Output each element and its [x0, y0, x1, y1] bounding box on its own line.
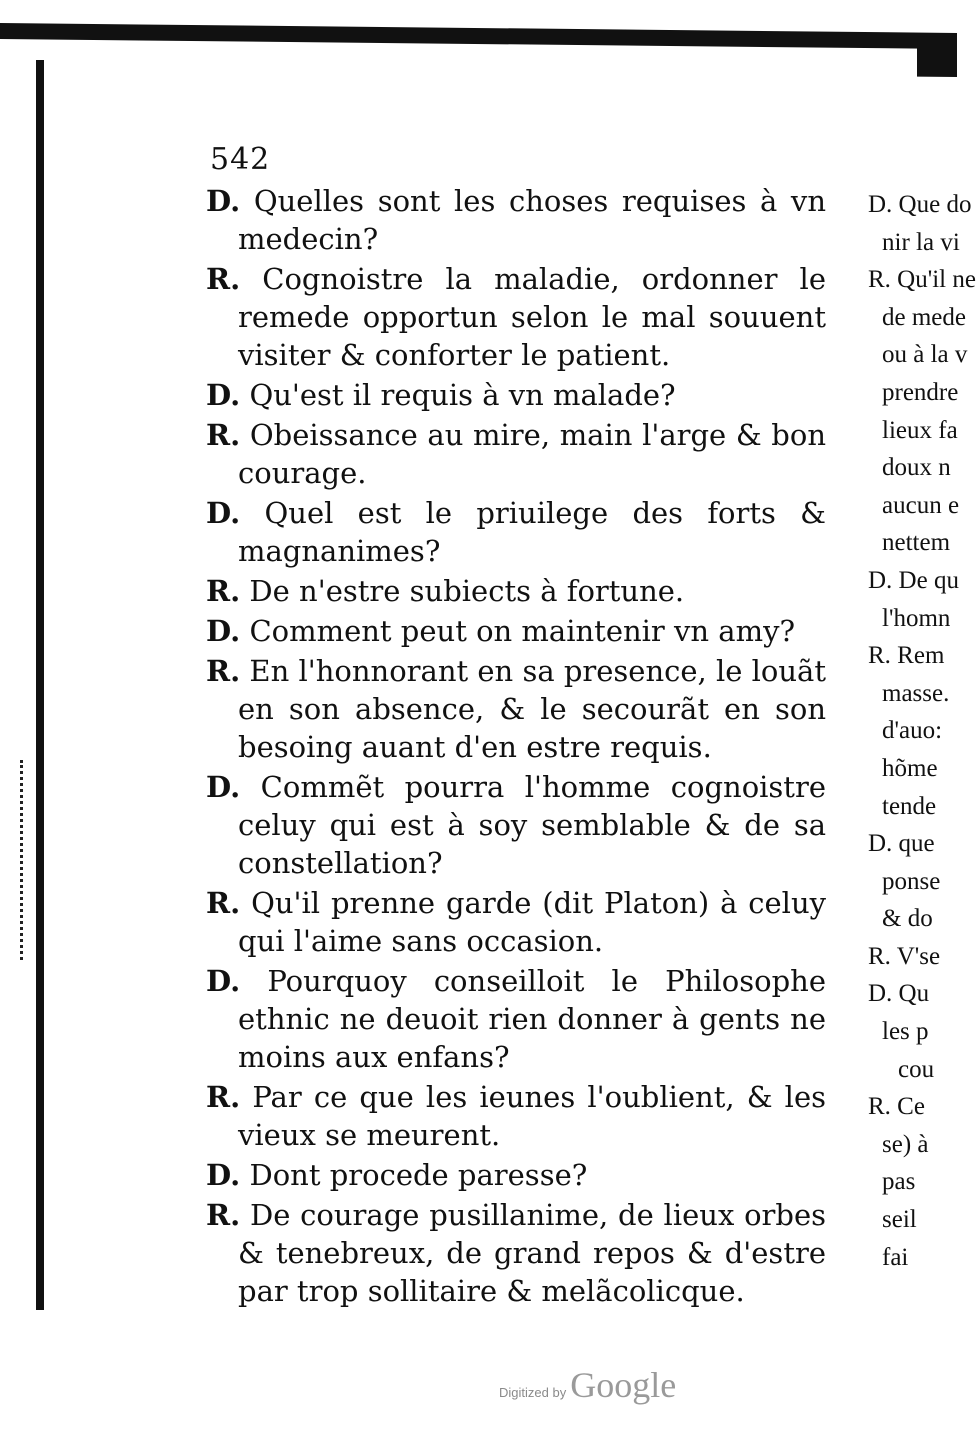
- side-line: nir la vi: [882, 228, 960, 256]
- side-line: nettem: [882, 529, 951, 557]
- side-line: pas: [882, 1168, 916, 1196]
- entry-text: En l'honnorant en sa presence, le louãt en son absence, & le secourãt en son besoing auant d'en estre requis.: [238, 654, 826, 764]
- dialogue-entry: [206, 1078, 826, 1154]
- digitization-credit: [499, 1364, 676, 1406]
- side-line: cou: [898, 1055, 935, 1083]
- dialogue-entry: [206, 612, 826, 650]
- side-line: doux n: [882, 454, 951, 482]
- side-line: ponse: [882, 867, 941, 895]
- entry-text: Obeissance au mire, main l'arge & bon courage.: [238, 418, 827, 490]
- main-text-column: [206, 182, 826, 1342]
- entry-marker: R.: [206, 418, 241, 452]
- entry-marker: D.: [206, 614, 241, 648]
- entry-text: Commẽt pourra l'homme cognoistre celuy qui est à soy semblable & de sa constellation?: [238, 770, 826, 880]
- side-line: D. que: [868, 830, 935, 858]
- side-line: masse.: [882, 679, 950, 707]
- dialogue-entry: [206, 652, 826, 766]
- side-line: D. De qu: [868, 566, 959, 594]
- entry-marker: D.: [206, 1158, 241, 1192]
- page-binding-edge: [36, 60, 44, 1310]
- side-line: seil: [882, 1206, 917, 1234]
- entry-text: De courage pusillanime, de lieux orbes & tenebreux, de grand repos & d'estre par trop sollitaire & melãcolicque.: [238, 1198, 827, 1308]
- entry-text: Par ce que les ieunes l'oublient, & les vieux se meurent.: [238, 1080, 826, 1152]
- entry-text: Qu'il prenne garde (dit Platon) à celuy qui l'aime sans occasion.: [238, 886, 827, 958]
- dialogue-entry: [206, 768, 826, 882]
- side-line: de mede: [882, 303, 966, 331]
- adjacent-page-column: [868, 186, 976, 1346]
- side-line: tende: [882, 792, 937, 820]
- side-line: fai: [882, 1243, 909, 1271]
- side-line: D. Qu: [868, 980, 930, 1008]
- entry-marker: R.: [206, 1198, 241, 1232]
- side-line: prendre: [882, 378, 959, 406]
- side-line: R. Ce: [868, 1093, 925, 1121]
- side-line: R. Rem: [868, 642, 945, 670]
- entry-marker: D.: [206, 964, 241, 998]
- side-line: ou à la v: [882, 341, 968, 369]
- dialogue-entry: [206, 376, 826, 414]
- dialogue-entry: [206, 1196, 826, 1310]
- entry-marker: D.: [206, 770, 241, 804]
- entry-marker: D.: [206, 496, 241, 530]
- google-logo: Google: [570, 1365, 677, 1405]
- entry-marker: R.: [206, 262, 241, 296]
- side-line: lieux fa: [882, 416, 958, 444]
- entry-marker: D.: [206, 378, 241, 412]
- side-line: R. Qu'il ne: [868, 266, 976, 294]
- entry-marker: R.: [206, 654, 241, 688]
- entry-text: Quel est le priuilege des forts & magnanimes?: [238, 496, 826, 568]
- dialogue-entry: [206, 572, 826, 610]
- dialogue-entry: [206, 962, 826, 1076]
- entry-text: Dont procede paresse?: [249, 1158, 588, 1192]
- page-number: 542: [210, 142, 271, 177]
- dialogue-entry: [206, 1156, 826, 1194]
- side-line: les p: [882, 1018, 929, 1046]
- side-line: se) à: [882, 1130, 929, 1158]
- entry-text: Qu'est il requis à vn malade?: [249, 378, 676, 412]
- entry-marker: R.: [206, 1080, 241, 1114]
- entry-text: Pourquoy conseilloit le Philosophe ethnic ne deuoit rien donner à gents ne moins aux enfans?: [238, 964, 827, 1074]
- page-top-edge: [0, 23, 957, 49]
- credit-prefix: Digitized by: [499, 1385, 567, 1400]
- side-line: l'homn: [882, 604, 951, 632]
- entry-marker: D.: [206, 184, 241, 218]
- entry-text: De n'estre subiects à fortune.: [249, 574, 685, 608]
- entry-text: Cognoistre la maladie, ordonner le remede opportun selon le mal souuent visiter & conforter le patient.: [238, 262, 826, 372]
- entry-marker: R.: [206, 886, 241, 920]
- side-line: R. V'se: [868, 942, 941, 970]
- gutter-marks: [20, 760, 29, 960]
- dialogue-entry: [206, 884, 826, 960]
- entry-text: Comment peut on maintenir vn amy?: [249, 614, 796, 648]
- dialogue-entry: [206, 416, 826, 492]
- side-line: & do: [882, 905, 933, 933]
- side-line: hõme: [882, 754, 938, 782]
- side-line: aucun e: [882, 491, 960, 519]
- dialogue-entry: [206, 182, 826, 258]
- side-line: D. Que do: [868, 191, 972, 218]
- side-line: d'auo:: [882, 717, 943, 745]
- dialogue-entry: [206, 494, 826, 570]
- entry-text: Quelles sont les choses requises à vn medecin?: [238, 184, 826, 256]
- entry-marker: R.: [206, 574, 241, 608]
- dialogue-entry: [206, 260, 826, 374]
